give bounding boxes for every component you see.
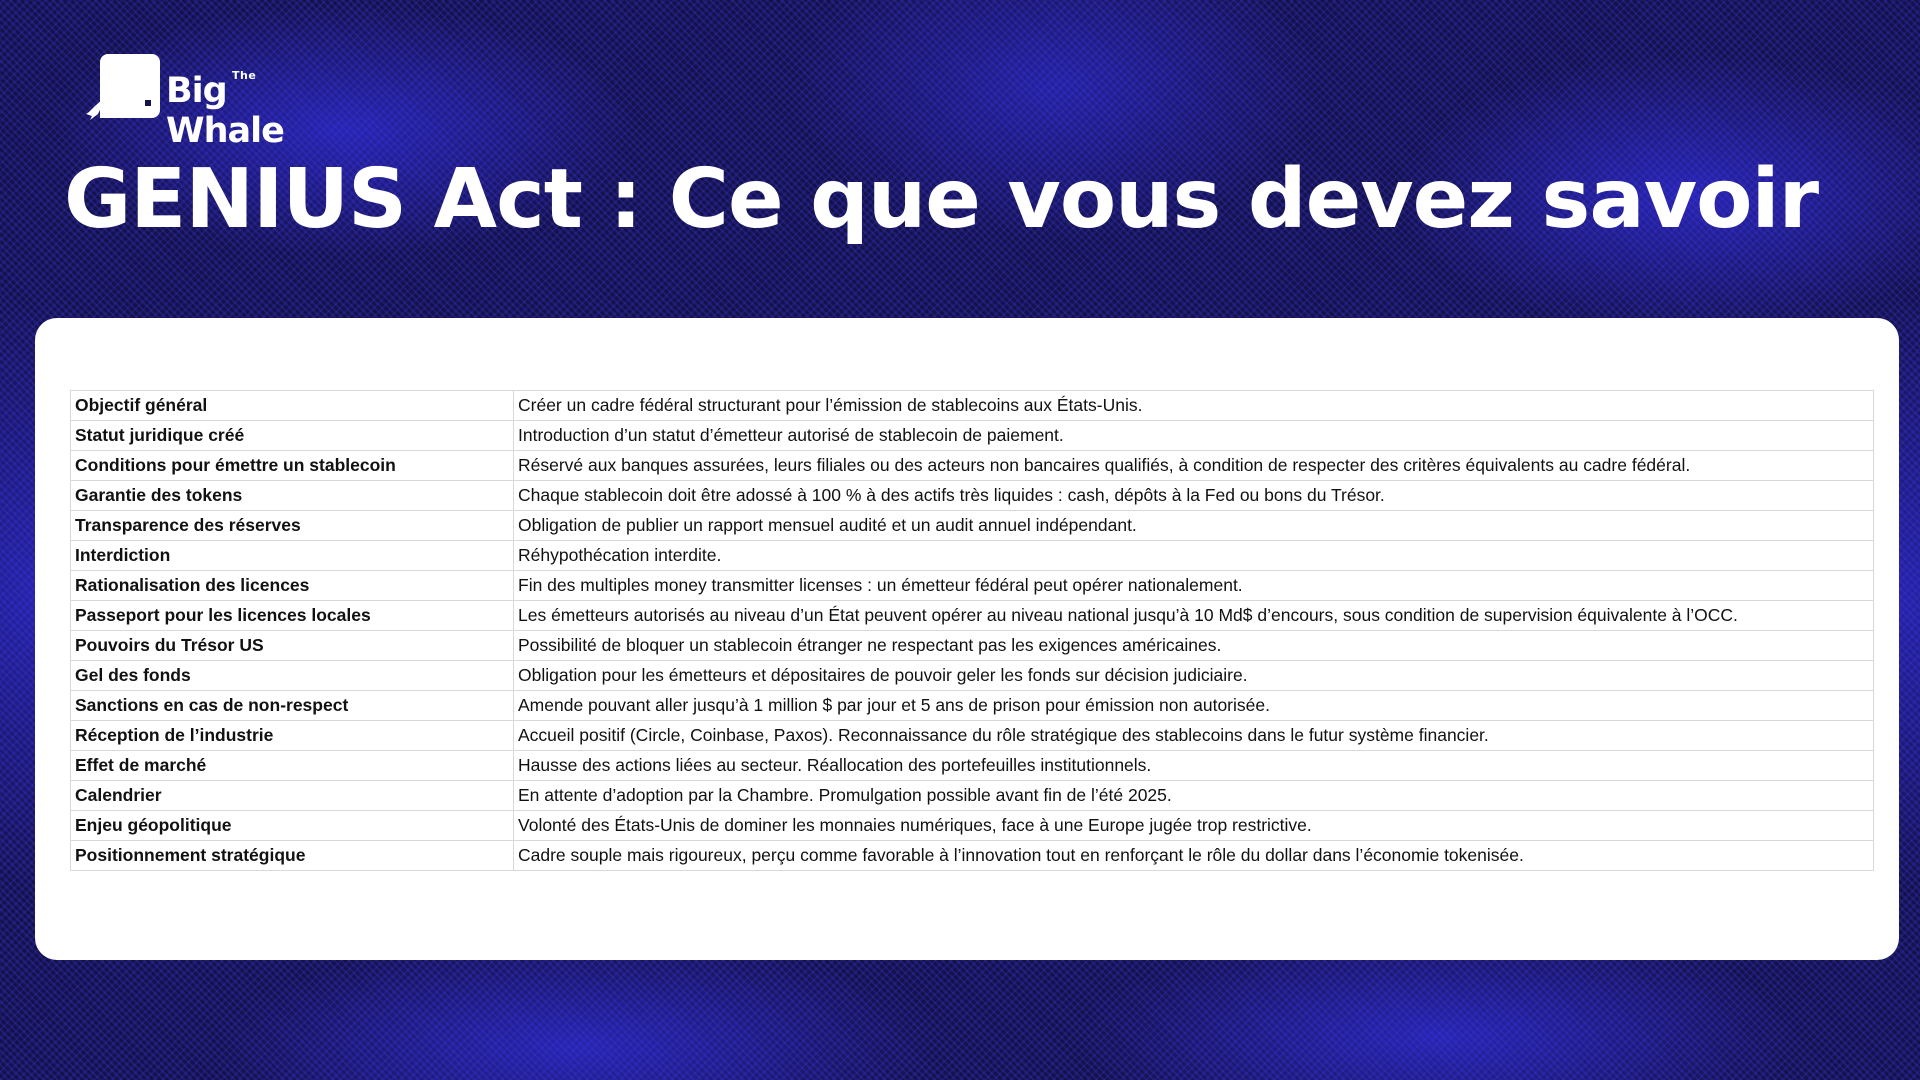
row-label: Transparence des réserves xyxy=(71,511,514,541)
row-label: Rationalisation des licences xyxy=(71,571,514,601)
row-label: Passeport pour les licences locales xyxy=(71,601,514,631)
row-value: Fin des multiples money transmitter licenses : un émetteur fédéral peut opérer nationalement. xyxy=(514,571,1874,601)
row-label: Réception de l’industrie xyxy=(71,721,514,751)
row-label: Statut juridique créé xyxy=(71,421,514,451)
row-label: Interdiction xyxy=(71,541,514,571)
row-label: Calendrier xyxy=(71,781,514,811)
row-value: Obligation pour les émetteurs et dépositaires de pouvoir geler les fonds sur décision judiciaire. xyxy=(514,661,1874,691)
row-label: Enjeu géopolitique xyxy=(71,811,514,841)
table-row xyxy=(71,811,1874,841)
table-row xyxy=(71,481,1874,511)
row-label: Pouvoirs du Trésor US xyxy=(71,631,514,661)
row-label: Conditions pour émettre un stablecoin xyxy=(71,451,514,481)
row-value: Créer un cadre fédéral structurant pour l’émission de stablecoins aux États-Unis. xyxy=(514,391,1874,421)
brand-small-text: The xyxy=(232,69,257,82)
table-row xyxy=(71,661,1874,691)
table-row xyxy=(71,451,1874,481)
row-label: Objectif général xyxy=(71,391,514,421)
row-value: Cadre souple mais rigoureux, perçu comme favorable à l’innovation tout en renforçant le rôle du dollar dans l’économie tokenisée. xyxy=(514,841,1874,871)
content-card xyxy=(35,318,1899,960)
row-label: Gel des fonds xyxy=(71,661,514,691)
table-row xyxy=(71,631,1874,661)
table-row xyxy=(71,721,1874,751)
row-value: Obligation de publier un rapport mensuel audité et un audit annuel indépendant. xyxy=(514,511,1874,541)
row-label: Effet de marché xyxy=(71,751,514,781)
brand-name: Big Whale xyxy=(166,71,284,151)
table-row xyxy=(71,691,1874,721)
table-row xyxy=(71,781,1874,811)
row-value: Réhypothécation interdite. xyxy=(514,541,1874,571)
brand-wordmark xyxy=(166,57,346,151)
table-body xyxy=(71,391,1874,871)
row-value: Réservé aux banques assurées, leurs filiales ou des acteurs non bancaires qualifiés, à condition de respecter des critères équivalents au cadre fédéral. xyxy=(514,451,1874,481)
row-value: Hausse des actions liées au secteur. Réallocation des portefeuilles institutionnels. xyxy=(514,751,1874,781)
row-label: Positionnement stratégique xyxy=(71,841,514,871)
table-row xyxy=(71,541,1874,571)
table-row xyxy=(71,571,1874,601)
whale-icon xyxy=(86,54,162,120)
table-row xyxy=(71,421,1874,451)
row-value: Volonté des États-Unis de dominer les monnaies numériques, face à une Europe jugée trop restrictive. xyxy=(514,811,1874,841)
page-title: GENIUS Act : Ce que vous devez savoir xyxy=(64,152,1819,247)
table-container xyxy=(70,390,1873,871)
row-value: Chaque stablecoin doit être adossé à 100 % à des actifs très liquides : cash, dépôts à la Fed ou bons du Trésor. xyxy=(514,481,1874,511)
table-row xyxy=(71,391,1874,421)
row-value: Accueil positif (Circle, Coinbase, Paxos). Reconnaissance du rôle stratégique des stablecoins dans le futur système financier. xyxy=(514,721,1874,751)
brand-logo xyxy=(86,54,346,151)
row-label: Garantie des tokens xyxy=(71,481,514,511)
summary-table xyxy=(70,390,1874,871)
row-value: Possibilité de bloquer un stablecoin étranger ne respectant pas les exigences américaines. xyxy=(514,631,1874,661)
table-row xyxy=(71,751,1874,781)
table-row xyxy=(71,511,1874,541)
row-value: Amende pouvant aller jusqu’à 1 million $ par jour et 5 ans de prison pour émission non autorisée. xyxy=(514,691,1874,721)
table-row xyxy=(71,601,1874,631)
row-value: Introduction d’un statut d’émetteur autorisé de stablecoin de paiement. xyxy=(514,421,1874,451)
row-value: En attente d’adoption par la Chambre. Promulgation possible avant fin de l’été 2025. xyxy=(514,781,1874,811)
row-label: Sanctions en cas de non-respect xyxy=(71,691,514,721)
table-row xyxy=(71,841,1874,871)
row-value: Les émetteurs autorisés au niveau d’un État peuvent opérer au niveau national jusqu’à 10 Md$ d’encours, sous condition de supervision équivalente à l’OCC. xyxy=(514,601,1874,631)
